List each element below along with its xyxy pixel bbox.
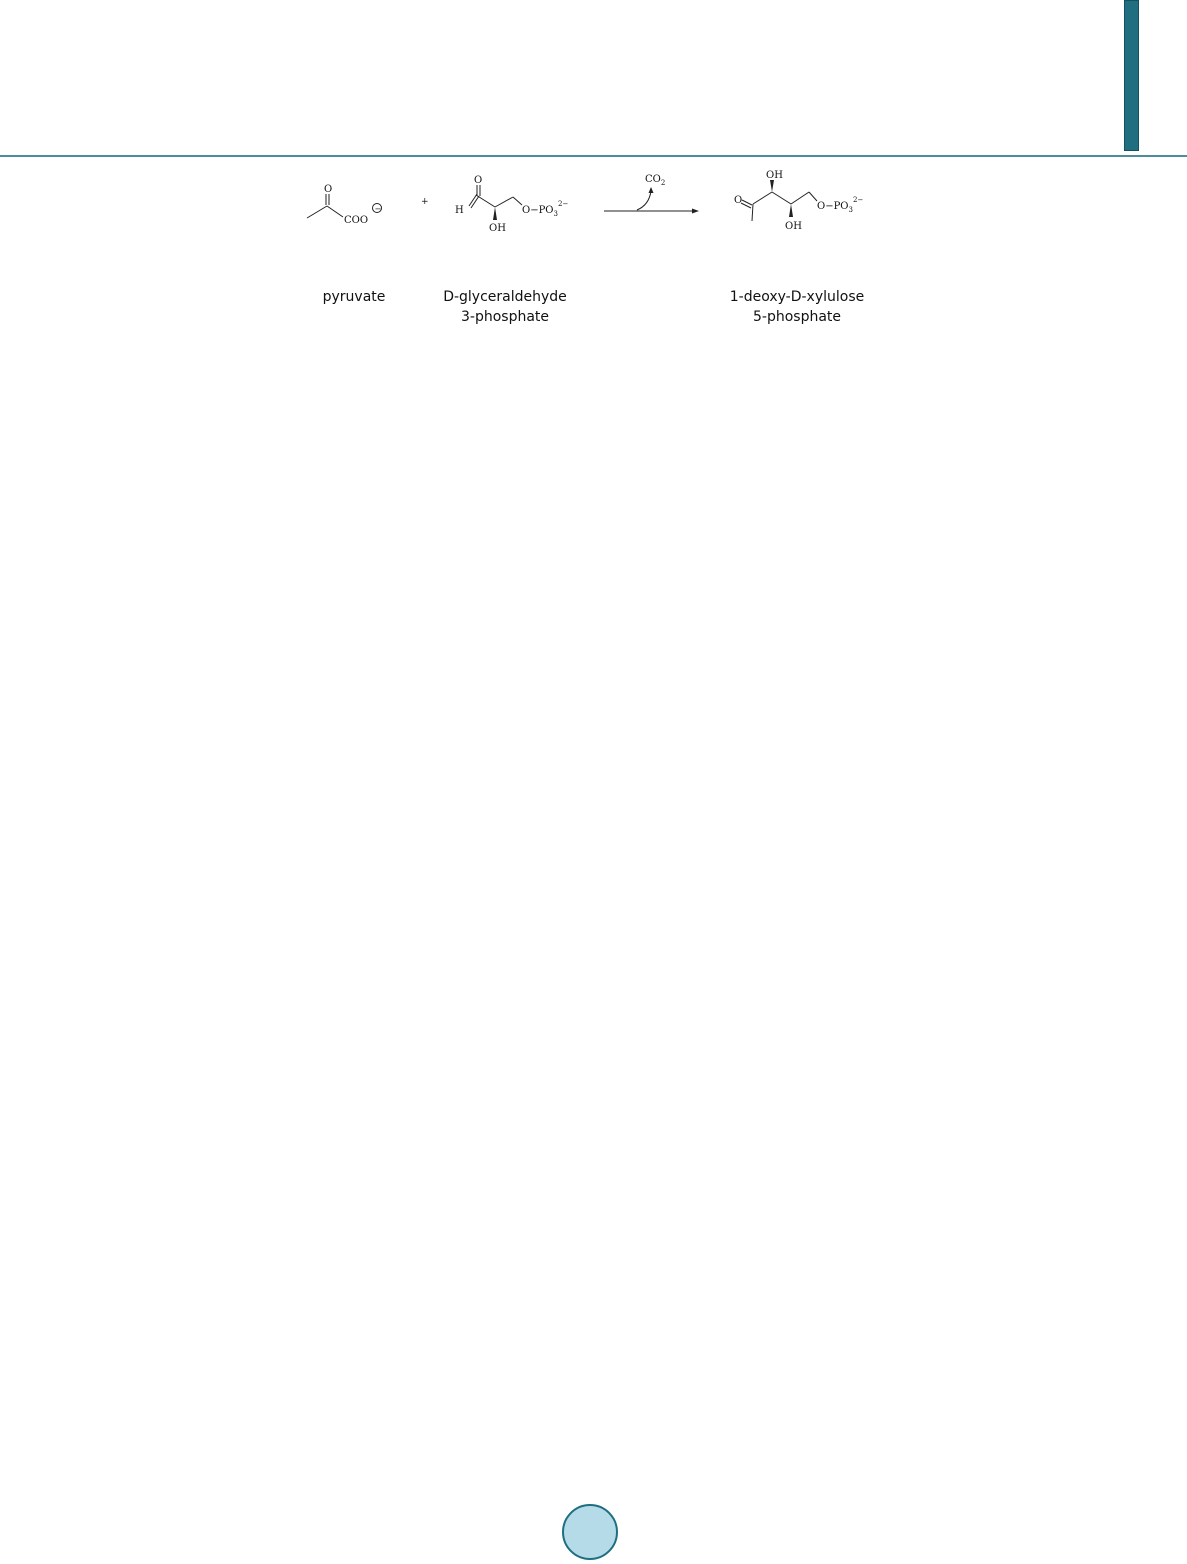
g3p-structure <box>469 185 522 208</box>
dxp-ketone-o: O <box>734 195 743 206</box>
header-tab <box>1124 0 1139 151</box>
dxp-hydroxyl-top: OH <box>766 170 783 181</box>
g3p-name-line1: D-glyceraldehyde <box>443 289 567 305</box>
dxp-stereo-wedge-top <box>770 180 774 192</box>
dxp-name-line1: 1-deoxy-D-xylulose <box>729 289 865 305</box>
g3p-phosphate: $O-PO_3^{2-}$ <box>522 200 569 218</box>
dxp-structure <box>741 192 817 221</box>
pyruvate-label <box>314 287 394 307</box>
reaction-arrow <box>604 191 695 211</box>
g3p-label <box>430 287 580 327</box>
pyruvate-name: pyruvate <box>322 289 386 305</box>
dxp-label <box>717 287 877 327</box>
g3p-aldehyde-h: H <box>455 205 464 216</box>
g3p-stereo-wedge <box>493 207 497 220</box>
reaction-scheme <box>295 165 895 285</box>
dxp-phosphate: $O-PO_3^{2-}$ <box>817 196 864 214</box>
co2-arrow-head <box>649 187 654 193</box>
dxp-hydroxyl-bottom: OH <box>785 221 802 232</box>
pyruvate-carbonyl-o: O <box>324 184 333 195</box>
co2-byproduct: $CO_2$ <box>645 174 666 187</box>
plus-sign: + <box>421 197 429 207</box>
dxp-stereo-wedge-bottom <box>789 204 793 217</box>
pyruvate-charge: − <box>374 204 382 214</box>
g3p-aldehyde-o: O <box>474 175 483 186</box>
page-number-badge <box>562 1504 618 1560</box>
dxp-name-line2: 5-phosphate <box>752 309 842 325</box>
arrow-head <box>692 209 699 214</box>
pyruvate-carboxylate: COO <box>344 215 369 226</box>
header-rule <box>0 155 1187 157</box>
g3p-name-line2: 3-phosphate <box>460 309 550 325</box>
g3p-hydroxyl: OH <box>489 223 506 234</box>
